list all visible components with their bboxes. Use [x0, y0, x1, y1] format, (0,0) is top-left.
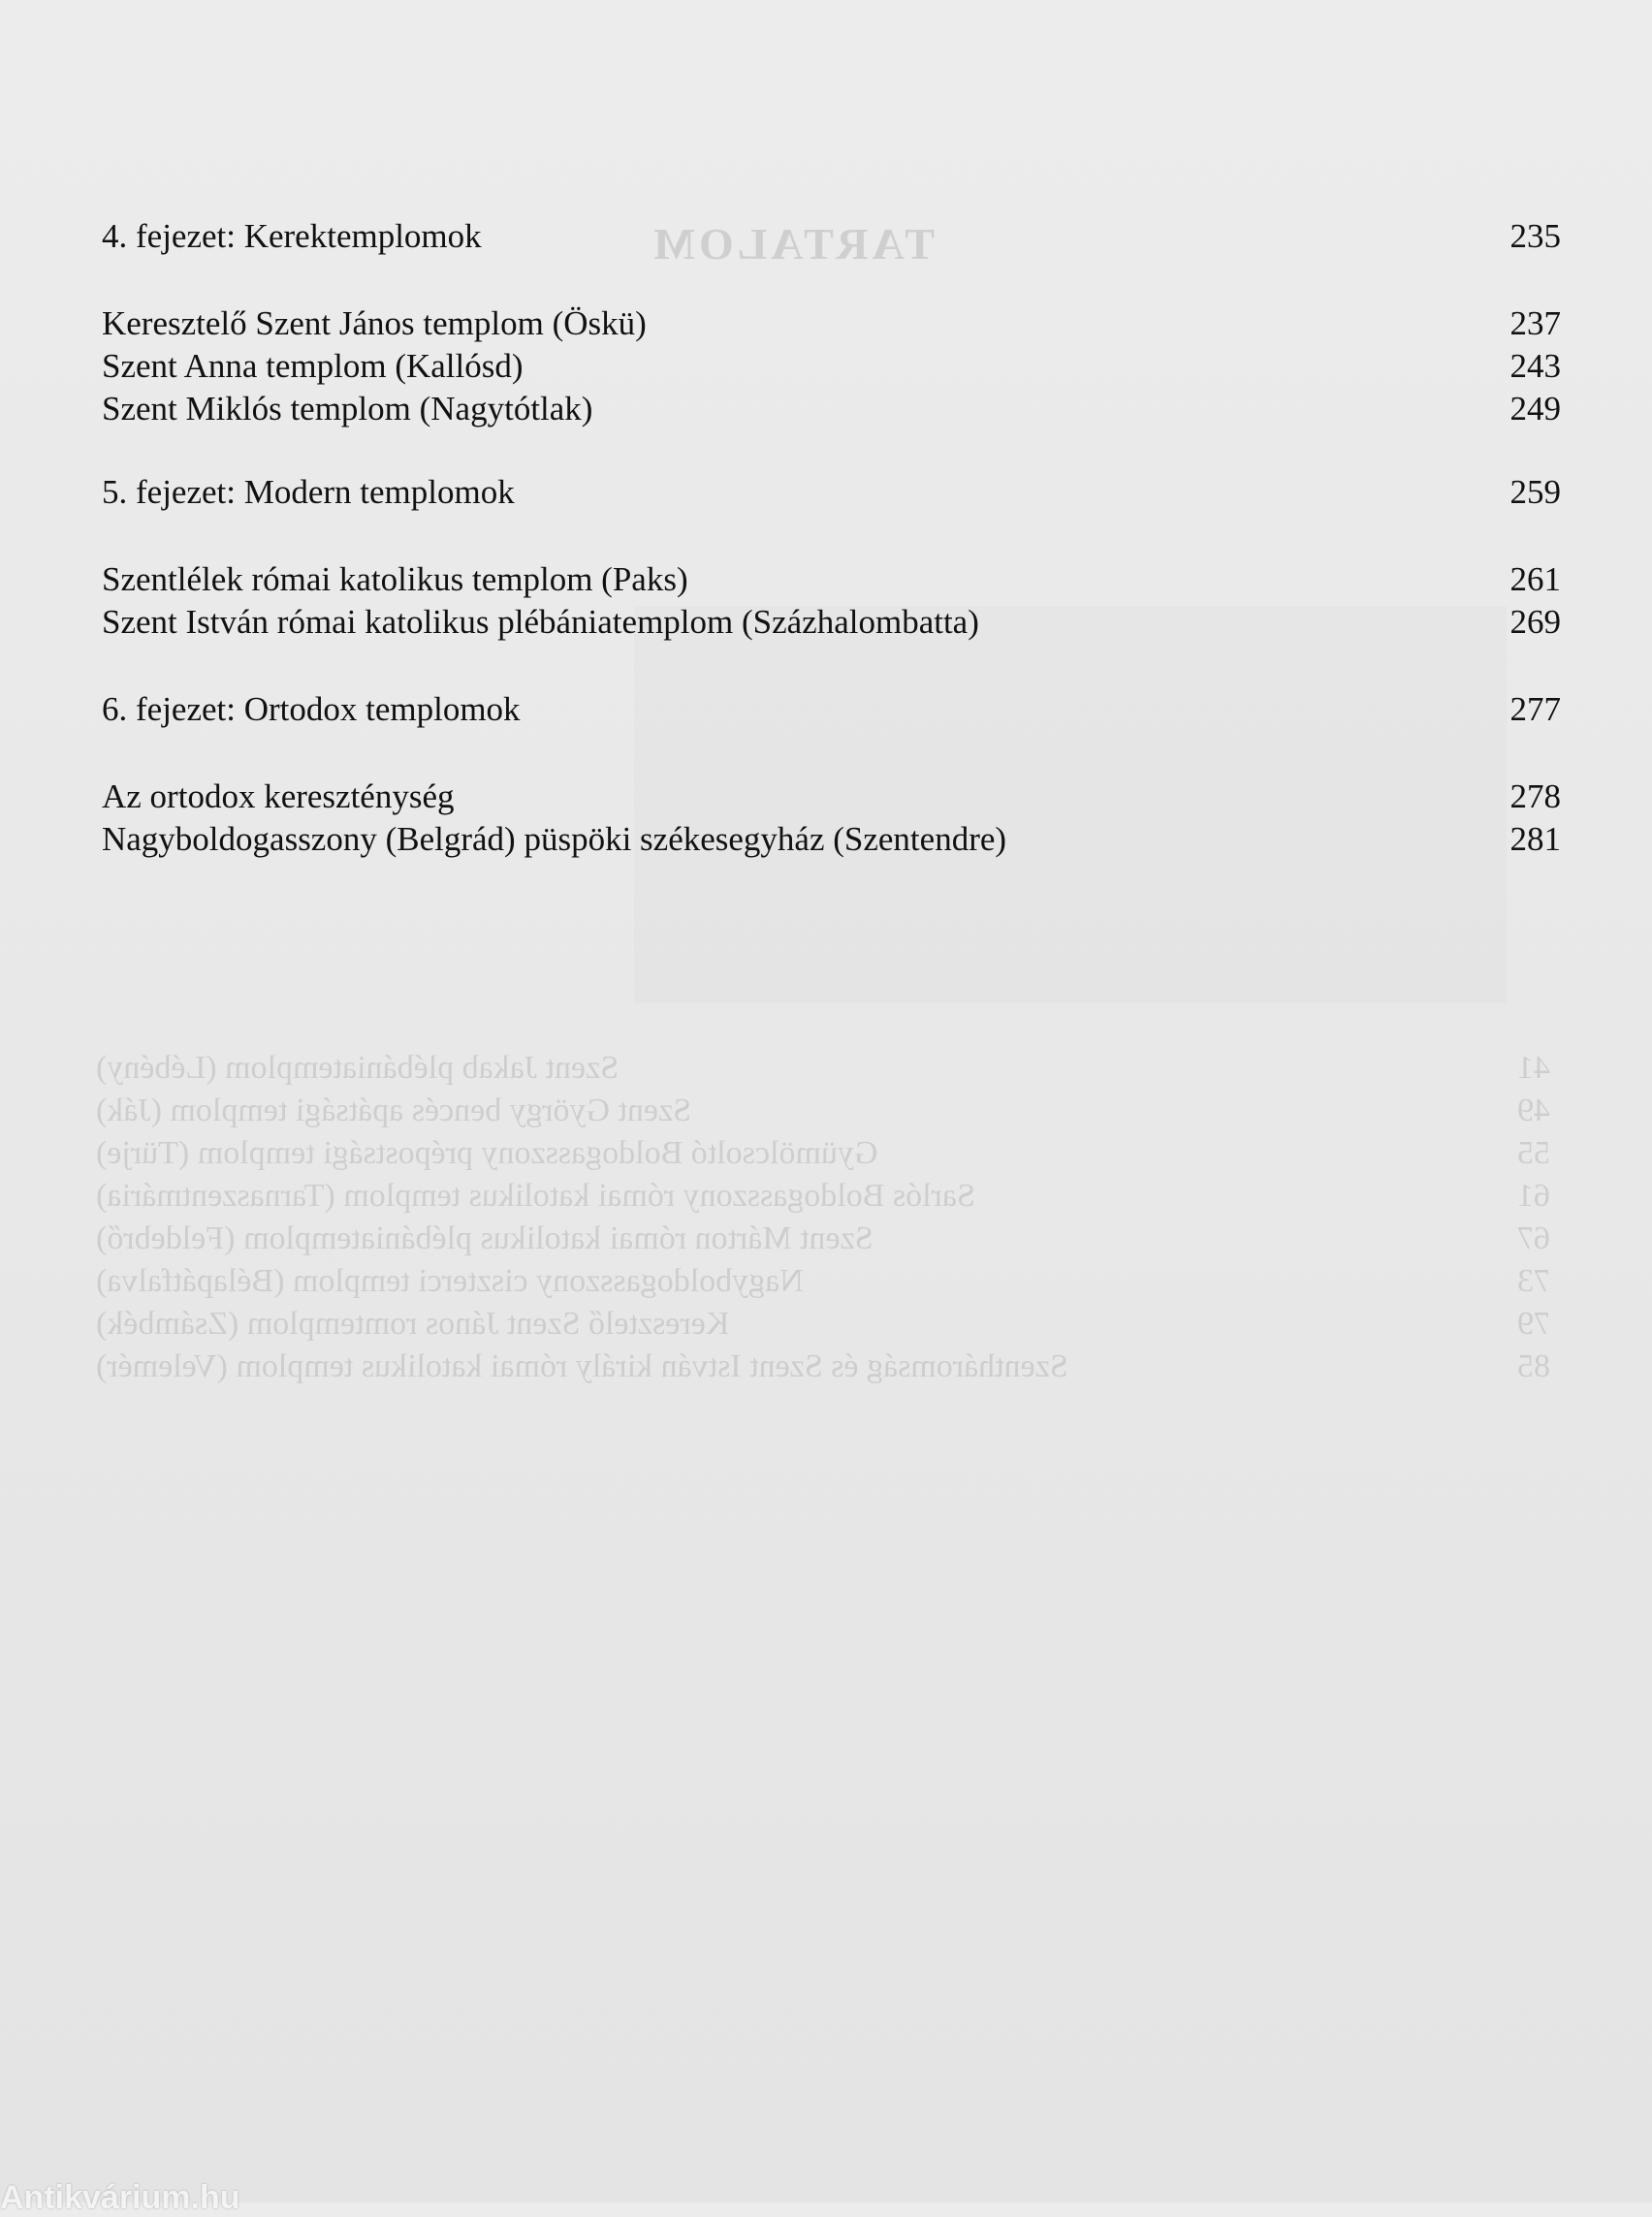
bleed-line: 55 Gyümölcsoltó Boldogasszony prépostsági templom (Türje): [96, 1135, 1550, 1171]
toc-chapter-title: 4. fejezet: Kerektemplomok: [102, 217, 482, 255]
bleed-line: 85 Szentháromság és Szent István király római katolikus templom (Velemér): [96, 1348, 1550, 1384]
toc-page-number: 277: [1509, 690, 1561, 728]
toc-entry: [102, 388, 1561, 430]
toc-page-number: 249: [1509, 390, 1561, 428]
toc-entry-title: Szentlélek római katolikus templom (Paks): [102, 560, 688, 598]
toc-chapter-title: 6. fejezet: Ortodox templomok: [102, 690, 521, 728]
toc-entry: [102, 818, 1561, 861]
bleed-line: 61 Sarlós Boldogasszony római katolikus templom (Tarnaszentmária): [96, 1178, 1550, 1214]
bleed-line: 67 Szent Márton római katolikus plébániatemplom (Feldebrő): [96, 1220, 1550, 1256]
toc-page-number: 261: [1509, 560, 1561, 598]
toc-entry: [102, 345, 1561, 388]
table-of-contents: [102, 215, 1561, 861]
toc-entry-title: Szent Anna templom (Kallósd): [102, 347, 524, 385]
site-watermark: Antikvárium.hu: [0, 2179, 240, 2216]
bleed-line: 73 Nagyboldogasszony ciszterci templom (Bélapátfalva): [96, 1263, 1550, 1299]
toc-entry: [102, 776, 1561, 818]
bleed-line: 79 Keresztelő Szent János romtemplom (Zsámbék): [96, 1306, 1550, 1342]
toc-page-number: 243: [1509, 347, 1561, 385]
toc-chapter-heading: [102, 688, 1561, 731]
toc-chapter-title: 5. fejezet: Modern templomok: [102, 473, 515, 511]
bleed-line: 49 Szent György bencés apátsági templom (Ják): [96, 1093, 1550, 1128]
bleed-toc-list: [96, 1047, 1550, 1388]
toc-entry-title: Szent István római katolikus plébániatemplom (Százhalombatta): [102, 603, 979, 641]
toc-page-number: 237: [1509, 304, 1561, 342]
bleed-title: TARTALOM: [649, 219, 935, 269]
toc-entry-title: Nagyboldogasszony (Belgrád) püspöki székesegyház (Szentendre): [102, 820, 1007, 858]
toc-entry-title: Szent Miklós templom (Nagytótlak): [102, 390, 593, 428]
toc-page-number: 269: [1509, 603, 1561, 641]
toc-page-number: 281: [1509, 820, 1561, 858]
toc-entry-title: Az ortodox kereszténység: [102, 777, 455, 815]
toc-entry: [102, 302, 1561, 345]
toc-chapter-heading: [102, 215, 1561, 258]
bleed-line: 41 Szent Jakab plébániatemplom (Lébény): [96, 1050, 1550, 1086]
toc-chapter-heading: [102, 471, 1561, 514]
toc-entry: [102, 558, 1561, 601]
toc-page-number: 235: [1509, 217, 1561, 255]
toc-page-number: 278: [1509, 777, 1561, 815]
toc-entry: [102, 601, 1561, 644]
toc-entry-title: Keresztelő Szent János templom (Öskü): [102, 304, 647, 342]
toc-page-number: 259: [1509, 473, 1561, 511]
